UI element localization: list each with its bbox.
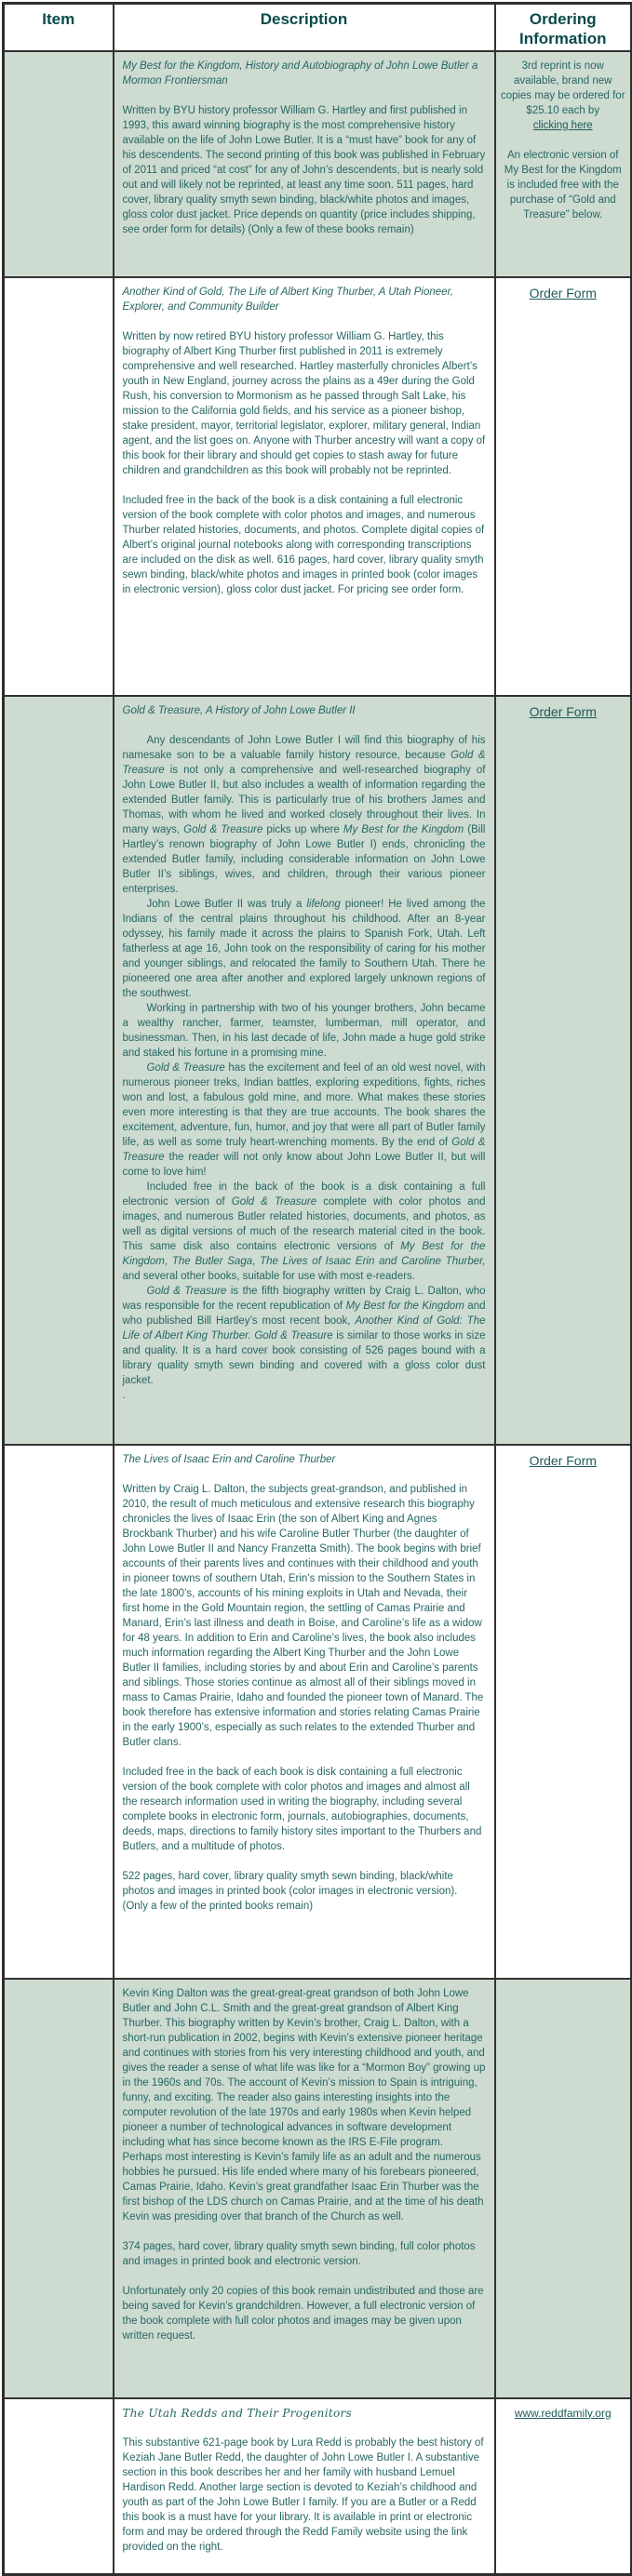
spacer xyxy=(501,133,626,148)
book-paragraph: Included free in the back of each book is disk containing a full electronic version of the book complete with color photos and images and almost all the research information used in writing the biography, including several complete books in electronic form, journals, autobiographies, documents, deeds, maps, directions to family history sites important to the Thurbers and Butlers, and a multitude of photos. xyxy=(122,1766,482,1852)
book-paragraph: . xyxy=(122,1389,126,1401)
description-cell xyxy=(114,277,495,696)
description-cell xyxy=(114,1979,495,2398)
book-paragraph: Any descendants of John Lowe Butler I will find this biography of his namesake son to be a valuable family history resource, because Gold & Treasure is not only a comprehensive and well-researched biography of John Lowe Butler II, but also includes a wealth of information regarding the extended Butler family. This is particularly true of his brothers James and Thomas, with whom he lived and worked closely throughout their lives. In many ways, Gold & Treasure picks up where My Best for the Kingdom (Bill Hartley’s renown biography of John Lowe Butler I) ends, chronicling the extended Butler family, including considerable information on John Lowe Butler II’s siblings, wives, and children, through their various pioneer enterprises. xyxy=(122,734,486,895)
book-paragraph: This substantive 621-page book by Lura Redd is probably the best history of Keziah Jane Butler Redd, the daughter of John Lowe Butler I. A substantive section in this book describes her and her family with husband Lemuel Hardison Redd. Another large section is devoted to Keziah’s childhood and youth as part of the John Lowe Butler I family. If you are a Butler or a Redd this book is a must have for your library. It is available in print or electronic form and may be ordered through the Redd Family website using the link provided on the right. xyxy=(122,2436,484,2553)
description-cell xyxy=(114,2398,495,2575)
item-cell xyxy=(4,2398,114,2575)
book-paragraph: Included free in the back of the book is a disk containing a full electronic version of Gold & Treasure complete with color photos and images, and numerous Butler related histories, documents, and photos, as well as digital versions of much of the research material cited in the book. This same disk also contains electronic versions of My Best for the Kingdom, The Butler Saga, The Lives of Isaac Erin and Caroline Thurber, and several other books, suitable for use with most e-readers. xyxy=(122,1181,486,1282)
table-row-another-kind-of-gold xyxy=(4,277,632,696)
book-title: The Utah Redds and Their Progenitors xyxy=(122,2406,352,2420)
order-form-link[interactable]: Order Form xyxy=(529,1452,597,1468)
table-row-utah-redds xyxy=(4,2398,632,2575)
column-header-ordering-information: Ordering Information xyxy=(495,4,632,51)
book-paragraph: Written by now retired BYU history professor William G. Hartley, this biography of Albert King Thurber first published in 2011 is extremely comprehensive and well researched. Hartley masterfully chronicles Albert’s youth in New England, journey across the plains as a 49er during the Gold Rush, his conversion to Mormonism as he passed through Salt Lake, his mission to the California gold fields, and his service as a pioneer bishop, stake president, mayor, territorial legislator, explorer, military general, Indian agent, and the list goes on. Anyone with Thurber ancestry will want a copy of this book for their library and should get copies to stash away for future children and grandchildren as this book will probably not be reprinted. xyxy=(122,330,486,476)
table-row-gold-and-treasure xyxy=(4,696,632,1445)
book-paragraph: Written by Craig L. Dalton, the subjects great-grandson, and published in 2010, the result of much meticulous and extensive research this biography chronicles the lives of Isaac Erin (the son of Albert King and Agnes Brockbank Thurber) and his wife Caroline Butler Thurber (the daughter of John Lowe Butler II and Nancy Franzetta Smith). The book begins with brief accounts of their parents lives and continues with their childhood and youth in pioneer towns of southern Utah, Erin’s mission to the Southern States in the late 1800’s, accounts of his mining exploits in Utah and Nevada, their first home in the Gold Mountain region, the settling of Camas Prairie and Manard, Erin’s last illness and death in Boise, and Caroline’s life as a widow for 48 years. In addition to Erin and Caroline’s lives, the book also includes much information regarding the Albert King Thurber and the John Lowe Butler II families, including stories by and about Erin and Caroline’s parents and siblings. Those stories continue as almost all of their siblings moved in mass to Camas Prairie, Idaho and founded the pioneer town of Manard. The book therefore has extensive information and stories relating Camas Prairie in the early 1900’s, especially as such relates to the extended Thurber and Butler clans. xyxy=(122,1483,484,1748)
book-title: Another Kind of Gold, The Life of Albert King Thurber, A Utah Pioneer, Explorer, and Community Builder xyxy=(122,286,453,313)
book-paragraph: Unfortunately only 20 copies of this book remain undistributed and those are being saved for Kevin’s grandchildren. However, a full electronic version of the book complete with full color photos and images may be given upon written request. xyxy=(122,2285,484,2342)
book-paragraph: 374 pages, hard cover, library quality smyth sewn binding, full color photos and images in printed book and electronic version. xyxy=(122,2240,476,2267)
ordering-cell xyxy=(495,1979,632,2398)
table-row-isaac-erin-and-caroline-thurber xyxy=(4,1445,632,1979)
item-cell xyxy=(4,696,114,1445)
ordering-cell xyxy=(495,1445,632,1979)
ordering-cell xyxy=(495,2398,632,2575)
clicking-here-link[interactable]: clicking here xyxy=(532,119,593,131)
ordering-cell xyxy=(495,277,632,696)
book-ordering-table xyxy=(2,2,632,2576)
order-form-link[interactable]: Order Form xyxy=(529,703,597,719)
book-paragraph: Gold & Treasure has the excitement and feel of an old west novel, with numerous pioneer treks, Indian battles, exploring expeditions, fights, riches won and lost, a fabulous gold mine, and more. What makes these stories even more interesting is that they are true accounts. The book shares the excitement, adventure, fun, humor, and joy that were all part of Butler family life, as well as some truly heart-wrenching moments. By the end of Gold & Treasure the reader will not only know about John Lowe Butler II, but will come to love him! xyxy=(122,1061,486,1178)
book-paragraph: John Lowe Butler II was truly a lifelong pioneer! He lived among the Indians of the central plains throughout his childhood. After an 8-year odyssey, his family made it across the plains to Spanish Fork, Utah. Left fatherless at age 16, John took on the responsibility of caring for his mother and younger siblings, and relocated the family to Southern Utah. There he pioneered one area after another and explored largely unknown regions of the southwest. xyxy=(122,898,486,999)
table-row-kevin-king-dalton xyxy=(4,1979,632,2398)
reddfamily-website-link[interactable]: www.reddfamily.org xyxy=(514,2406,612,2420)
book-title: The Lives of Isaac Erin and Caroline Thurber xyxy=(122,1453,336,1465)
item-cell xyxy=(4,1445,114,1979)
book-paragraph: 522 pages, hard cover, library quality smyth sewn binding, black/white photos and images in printed book (color images in electronic version). (Only a few of the printed books remain) xyxy=(122,1870,458,1912)
column-header-item: Item xyxy=(4,4,114,51)
description-cell xyxy=(114,51,495,277)
order-form-link[interactable]: Order Form xyxy=(529,285,597,300)
book-title: Gold & Treasure, A History of John Lowe Butler II xyxy=(122,704,356,716)
book-paragraph: Written by BYU history professor William G. Hartley and first published in 1993, this award winning biography is the most comprehensive history available on the life of John Lowe Butler. It is a “must have” book for any of his descendents. The second printing of this book was published in February of 2011 and priced “at cost” for any of John’s descendents, but is nearly sold out and will likely not be reprinted, at least any time soon. 511 pages, hard cover, library quality smyth sewn binding, black/white photos and images, gloss color dust jacket. Price depends on quantity (price includes shipping, see order form for details) (Only a few of these books remain) xyxy=(122,104,486,235)
header-row xyxy=(4,4,632,51)
ordering-cell xyxy=(495,51,632,277)
book-paragraph: Gold & Treasure is the fifth biography written by Craig L. Dalton, who was responsible for the recent republication of My Best for the Kingdom and who published Bill Hartley’s most recent book, Another Kind of Gold: The Life of Albert King Thurber. Gold & Treasure is similar to those works in size and quality. It is a hard cover book consisting of 526 pages bound with a library quality smyth sewn binding and covered with a gloss color dust jacket. xyxy=(122,1285,486,1386)
description-cell xyxy=(114,696,495,1445)
book-paragraph: Kevin King Dalton was the great-great-great grandson of both John Lowe Butler and John C.L. Smith and the great-great grandson of Albert King Thurber. This biography written by Kevin’s brother, Craig L. Dalton, with a short-run publication in 2002, begins with Kevin’s extensive pioneer heritage and continues with stories from his very interesting childhood and youth, and gives the reader a sense of what life was like for a “Mormon Boy” growing up in the 1960s and 70s. The account of Kevin’s mission to Spain is intriguing, funny, and exciting. The reader also gains interesting insights into the computer revolution of the late 1970s and early 1980s when Kevin helped pioneer a number of technological advances in software development including what has since become known as the IRS E-File program. Perhaps most interesting is Kevin’s family life as an adult and the numerous hobbies he pursued. His life ended where many of his forebears pioneered, Camas Prairie, Idaho. Kevin’s great grandfather Isaac Erin Thurber was the first bishop of the LDS church on Camas Prairie, and at the time of his death Kevin was presiding over that branch of the Church as well. xyxy=(122,1987,486,2222)
ordering-cell xyxy=(495,696,632,1445)
book-paragraph: Included free in the back of the book is a disk containing a full electronic version of the book complete with color photos and images, and numerous Thurber related histories, documents, and photos. Complete digital copies of Albert’s original journal notebooks along with corresponding transcriptions are included on the disk as well. 616 pages, hard cover, library quality smyth sewn binding, black/white photos and images in printed book (color images in electronic version), gloss color dust jacket. For pricing see order form. xyxy=(122,494,485,595)
description-cell xyxy=(114,1445,495,1979)
book-title: My Best for the Kingdom, History and Autobiography of John Lowe Butler a Mormon Frontiersman xyxy=(122,60,478,87)
item-cell xyxy=(4,1979,114,2398)
item-cell xyxy=(4,277,114,696)
book-paragraph: Working in partnership with two of his younger brothers, John became a wealthy rancher, farmer, teamster, lumberman, mill operator, and businessman. Then, in his last decade of life, John made a huge gold strike and staked his fortune in a promising mine. xyxy=(122,1002,486,1059)
ordering-text: 3rd reprint is now available, brand new copies may be ordered for $25.10 each by xyxy=(500,60,625,116)
table-row-my-best-for-the-kingdom xyxy=(4,51,632,277)
ordering-text: An electronic version of My Best for the Kingdom is included free with the purchase of “Gold and Treasure” below. xyxy=(504,149,622,220)
item-cell xyxy=(4,51,114,277)
column-header-description: Description xyxy=(114,4,495,51)
